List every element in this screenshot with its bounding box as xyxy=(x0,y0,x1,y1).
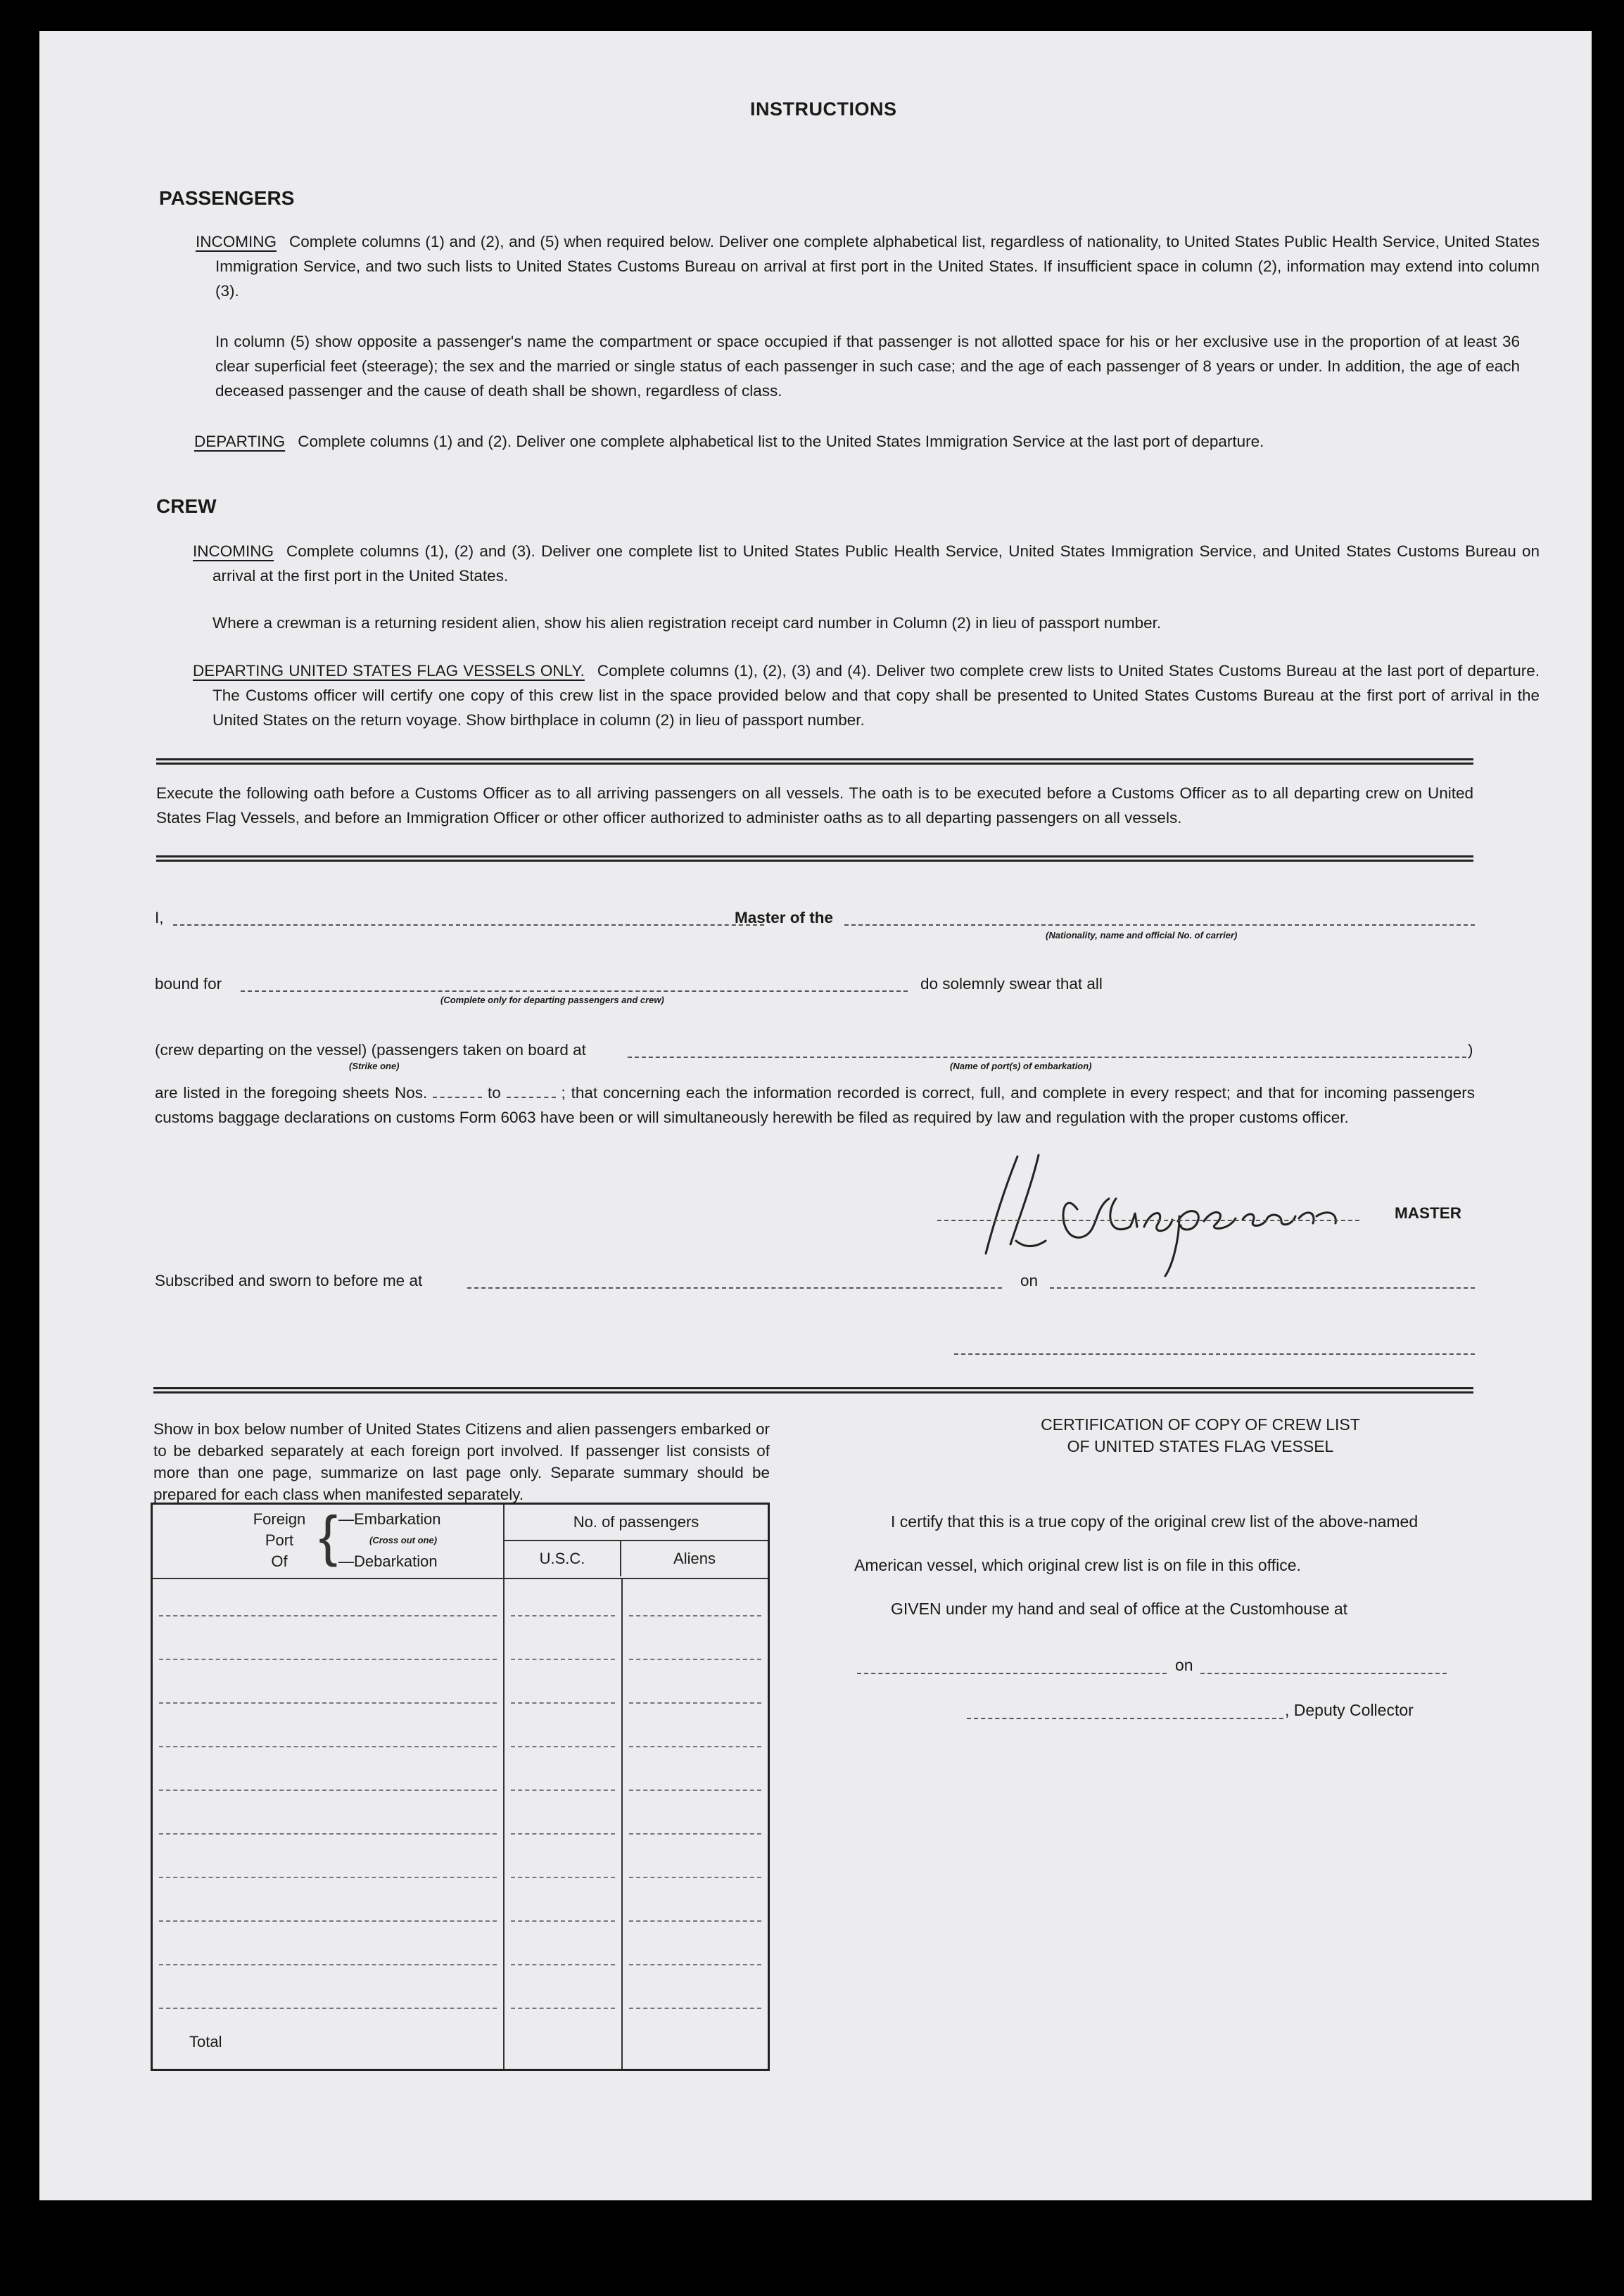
crew-resident-paragraph: Where a crewman is a returning resident alien, show his alien registration receipt card number in Column (2) in lieu of passport number. xyxy=(212,614,1162,632)
table-row xyxy=(152,1884,769,1928)
passengers-heading: PASSENGERS xyxy=(159,187,295,209)
strike-note: (Strike one) xyxy=(349,1061,400,1071)
table-row xyxy=(152,1623,769,1666)
usc-cell[interactable] xyxy=(504,1928,622,1972)
aliens-cell[interactable] xyxy=(622,1797,769,1841)
certification-title xyxy=(884,1414,1517,1458)
port-cell[interactable] xyxy=(152,1797,505,1841)
crew-incoming-label: INCOMING xyxy=(193,542,274,560)
crew-heading: CREW xyxy=(156,495,217,517)
passengers-departing-label: DEPARTING xyxy=(194,433,286,450)
usc-cell[interactable] xyxy=(504,1884,622,1928)
crew-passengers-label: (crew departing on the vessel) (passengers taken on board at xyxy=(155,1041,586,1059)
usc-cell[interactable] xyxy=(504,1972,622,2015)
port-cell[interactable] xyxy=(152,1710,505,1754)
port-cell[interactable] xyxy=(152,1666,505,1710)
usc-cell[interactable] xyxy=(504,1666,622,1710)
aliens-cell[interactable] xyxy=(622,1710,769,1754)
sheet-to-field[interactable] xyxy=(507,1097,556,1098)
oath-intro: Execute the following oath before a Customs Officer as to all arriving passengers on all vessels. The oath is to be executed before a Customs Officer as to all departing crew on United States Flag Vessels, and before an Immigration Officer or other officer authorized to administer oaths as to all departing passengers on all vessels. xyxy=(156,784,1473,827)
certification-date-field[interactable] xyxy=(1200,1673,1447,1674)
master-signature xyxy=(933,1142,1383,1283)
table-row xyxy=(152,1928,769,1972)
subscribed-label: Subscribed and sworn to before me at xyxy=(155,1272,423,1289)
section-divider xyxy=(153,1387,1473,1393)
port-header-cell xyxy=(152,1504,505,1579)
crew-incoming-paragraph xyxy=(193,539,1540,588)
close-paren: ) xyxy=(1468,1041,1473,1059)
master-of-label: Master of the xyxy=(735,909,834,926)
listed-to-label: to xyxy=(488,1084,501,1102)
no-passengers-header xyxy=(504,1504,769,1579)
passengers-departing-paragraph xyxy=(194,429,1520,454)
debarkation-label: —Debarkation xyxy=(338,1552,438,1570)
aliens-header: Aliens xyxy=(673,1550,716,1567)
passengers-column5-paragraph: In column (5) show opposite a passenger's name the compartment or space occupied if that passenger is not allotted space for his or her exclusive use in the proportion of at least 36 clear superficial feet (steerage); the sex and the married or single status of each passenger in such case; and the age of each passenger of 8 years or under. In addition, the age of each deceased passenger and the cause of death shall be shown, regardless of class. xyxy=(215,333,1520,400)
table-row xyxy=(152,1972,769,2015)
cross-out-note: (Cross out one) xyxy=(369,1535,438,1545)
embarkation-options xyxy=(338,1509,441,1572)
customhouse-field[interactable] xyxy=(857,1673,1167,1674)
table-row xyxy=(152,1579,769,1623)
usc-cell[interactable] xyxy=(504,1797,622,1841)
oath-i-label: I, xyxy=(155,909,164,926)
usc-cell[interactable] xyxy=(504,1579,622,1623)
table-row xyxy=(152,1754,769,1797)
section-divider xyxy=(156,758,1473,765)
bound-for-label: bound for xyxy=(155,975,222,993)
passenger-summary-table xyxy=(151,1503,770,2071)
summary-instructions: Show in box below number of United States Citizens and alien passengers embarked or to be debarked separately at each foreign port involved. If passenger list consists of more than one page, summarize on last page only. Separate summary should be prepared for each class when manifested separately. xyxy=(153,1420,770,1503)
of-label: Of xyxy=(271,1552,288,1570)
page-title: INSTRUCTIONS xyxy=(750,98,897,120)
port-label: Port xyxy=(265,1531,294,1549)
aliens-cell[interactable] xyxy=(622,1579,769,1623)
total-row xyxy=(152,2015,769,2070)
aliens-cell[interactable] xyxy=(622,1754,769,1797)
foreign-label: Foreign xyxy=(253,1510,306,1528)
listed-sheets-paragraph xyxy=(155,1080,1475,1130)
usc-cell[interactable] xyxy=(504,1754,622,1797)
table-row xyxy=(152,1797,769,1841)
usc-cell[interactable] xyxy=(504,1623,622,1666)
passengers-incoming-paragraph xyxy=(196,229,1540,303)
usc-cell[interactable] xyxy=(504,1841,622,1884)
carrier-note: (Nationality, name and official No. of carrier) xyxy=(1046,930,1238,940)
certification-on-label: on xyxy=(1175,1656,1193,1674)
aliens-cell[interactable] xyxy=(622,1928,769,1972)
brace-icon: { xyxy=(319,1505,338,1567)
crew-incoming-text: Complete columns (1), (2) and (3). Deliver one complete list to United States Public Health Service, United States Immigration Service, and United States Customs Bureau on arrival at the first port in the United States. xyxy=(212,542,1540,585)
aliens-cell[interactable] xyxy=(622,1884,769,1928)
table-row xyxy=(152,1710,769,1754)
bound-note: (Complete only for departing passengers and crew) xyxy=(440,995,664,1005)
bound-for-field[interactable] xyxy=(241,990,908,992)
certification-line-3: GIVEN under my hand and seal of office at the Customhouse at xyxy=(891,1600,1348,1618)
crew-departing-text: Complete columns (1), (2), (3) and (4). Deliver two complete crew lists to United States Customs Bureau at the last port of departure. The Customs officer will certify one copy of this crew list in the space provided below and that copy shall be presented to United States Customs Bureau at the first port of arrival in the United States on the return voyage. Show birthplace in column (2) in lieu of passport number. xyxy=(212,662,1540,729)
officer-signature-field[interactable] xyxy=(954,1353,1475,1355)
certification-line-1: I certify that this is a true copy of the original crew list of the above-named xyxy=(891,1512,1419,1531)
crew-departing-paragraph xyxy=(193,658,1540,732)
table-row xyxy=(152,1666,769,1710)
port-cell[interactable] xyxy=(152,1928,505,1972)
subscribed-place-field[interactable] xyxy=(467,1287,1002,1289)
ports-note: (Name of port(s) of embarkation) xyxy=(950,1061,1092,1071)
usc-header: U.S.C. xyxy=(505,1541,621,1576)
certification-line-2: American vessel, which original crew list is on file in this office. xyxy=(854,1556,1301,1574)
port-cell[interactable] xyxy=(152,1884,505,1928)
swear-label: do solemnly swear that all xyxy=(920,975,1103,993)
aliens-cell[interactable] xyxy=(622,1972,769,2015)
certification-title-line-1: CERTIFICATION OF COPY OF CREW LIST xyxy=(1041,1415,1360,1434)
port-cell[interactable] xyxy=(152,1754,505,1797)
usc-total-cell[interactable] xyxy=(504,2015,622,2070)
foreign-port-of-label xyxy=(244,1509,315,1572)
aliens-cell[interactable] xyxy=(622,1841,769,1884)
listed-text-start: are listed in the foregoing sheets Nos. xyxy=(155,1084,428,1102)
port-cell[interactable] xyxy=(152,1972,505,2015)
master-label: MASTER xyxy=(1395,1204,1461,1222)
usc-cell[interactable] xyxy=(504,1710,622,1754)
deputy-collector-label: , Deputy Collector xyxy=(1285,1701,1414,1719)
certification-title-line-2: OF UNITED STATES FLAG VESSEL xyxy=(1067,1437,1334,1455)
master-signature-field[interactable] xyxy=(937,1220,1359,1221)
passengers-incoming-text: Complete columns (1) and (2), and (5) when required below. Deliver one complete alphabetical list, regardless of nationality, to United States Public Health Service, United States Immigration Service, and two such lists to United States Customs Bureau on arrival at first port in the United States. If insufficient space in column (2), information may extend into column (3). xyxy=(215,233,1540,300)
subscribed-on-label: on xyxy=(1020,1272,1039,1289)
total-label: Total xyxy=(152,2015,505,2070)
embarkation-label: —Embarkation xyxy=(338,1510,441,1528)
crew-departing-label: DEPARTING UNITED STATES FLAG VESSELS ONLY. xyxy=(193,662,585,680)
table-row xyxy=(152,1841,769,1884)
embarkation-ports-field[interactable] xyxy=(628,1057,1466,1058)
aliens-cell[interactable] xyxy=(622,1623,769,1666)
passengers-incoming-label: INCOMING xyxy=(196,233,277,250)
no-passengers-label: No. of passengers xyxy=(505,1505,768,1541)
aliens-cell[interactable] xyxy=(622,1666,769,1710)
form-page xyxy=(39,31,1592,2200)
port-cell[interactable] xyxy=(152,1623,505,1666)
section-divider xyxy=(156,855,1473,862)
listed-text-end: ; that concerning each the information recorded is correct, full, and complete in every respect; and that for incoming passengers customs baggage declarations on customs Form 6063 have been or will simultaneously herewith be filed as required by law and regulation with the proper customs officer. xyxy=(155,1084,1475,1126)
port-cell[interactable] xyxy=(152,1579,505,1623)
passengers-departing-text: Complete columns (1) and (2). Deliver one complete alphabetical list to the United States Immigration Service at the last port of departure. xyxy=(298,433,1264,450)
carrier-field[interactable] xyxy=(844,924,1475,926)
port-cell[interactable] xyxy=(152,1841,505,1884)
subscribed-date-field[interactable] xyxy=(1050,1287,1475,1289)
sheet-from-field[interactable] xyxy=(433,1097,482,1098)
aliens-total-cell[interactable] xyxy=(622,2015,769,2070)
master-name-field[interactable] xyxy=(173,924,764,926)
deputy-collector-field[interactable] xyxy=(967,1718,1283,1719)
